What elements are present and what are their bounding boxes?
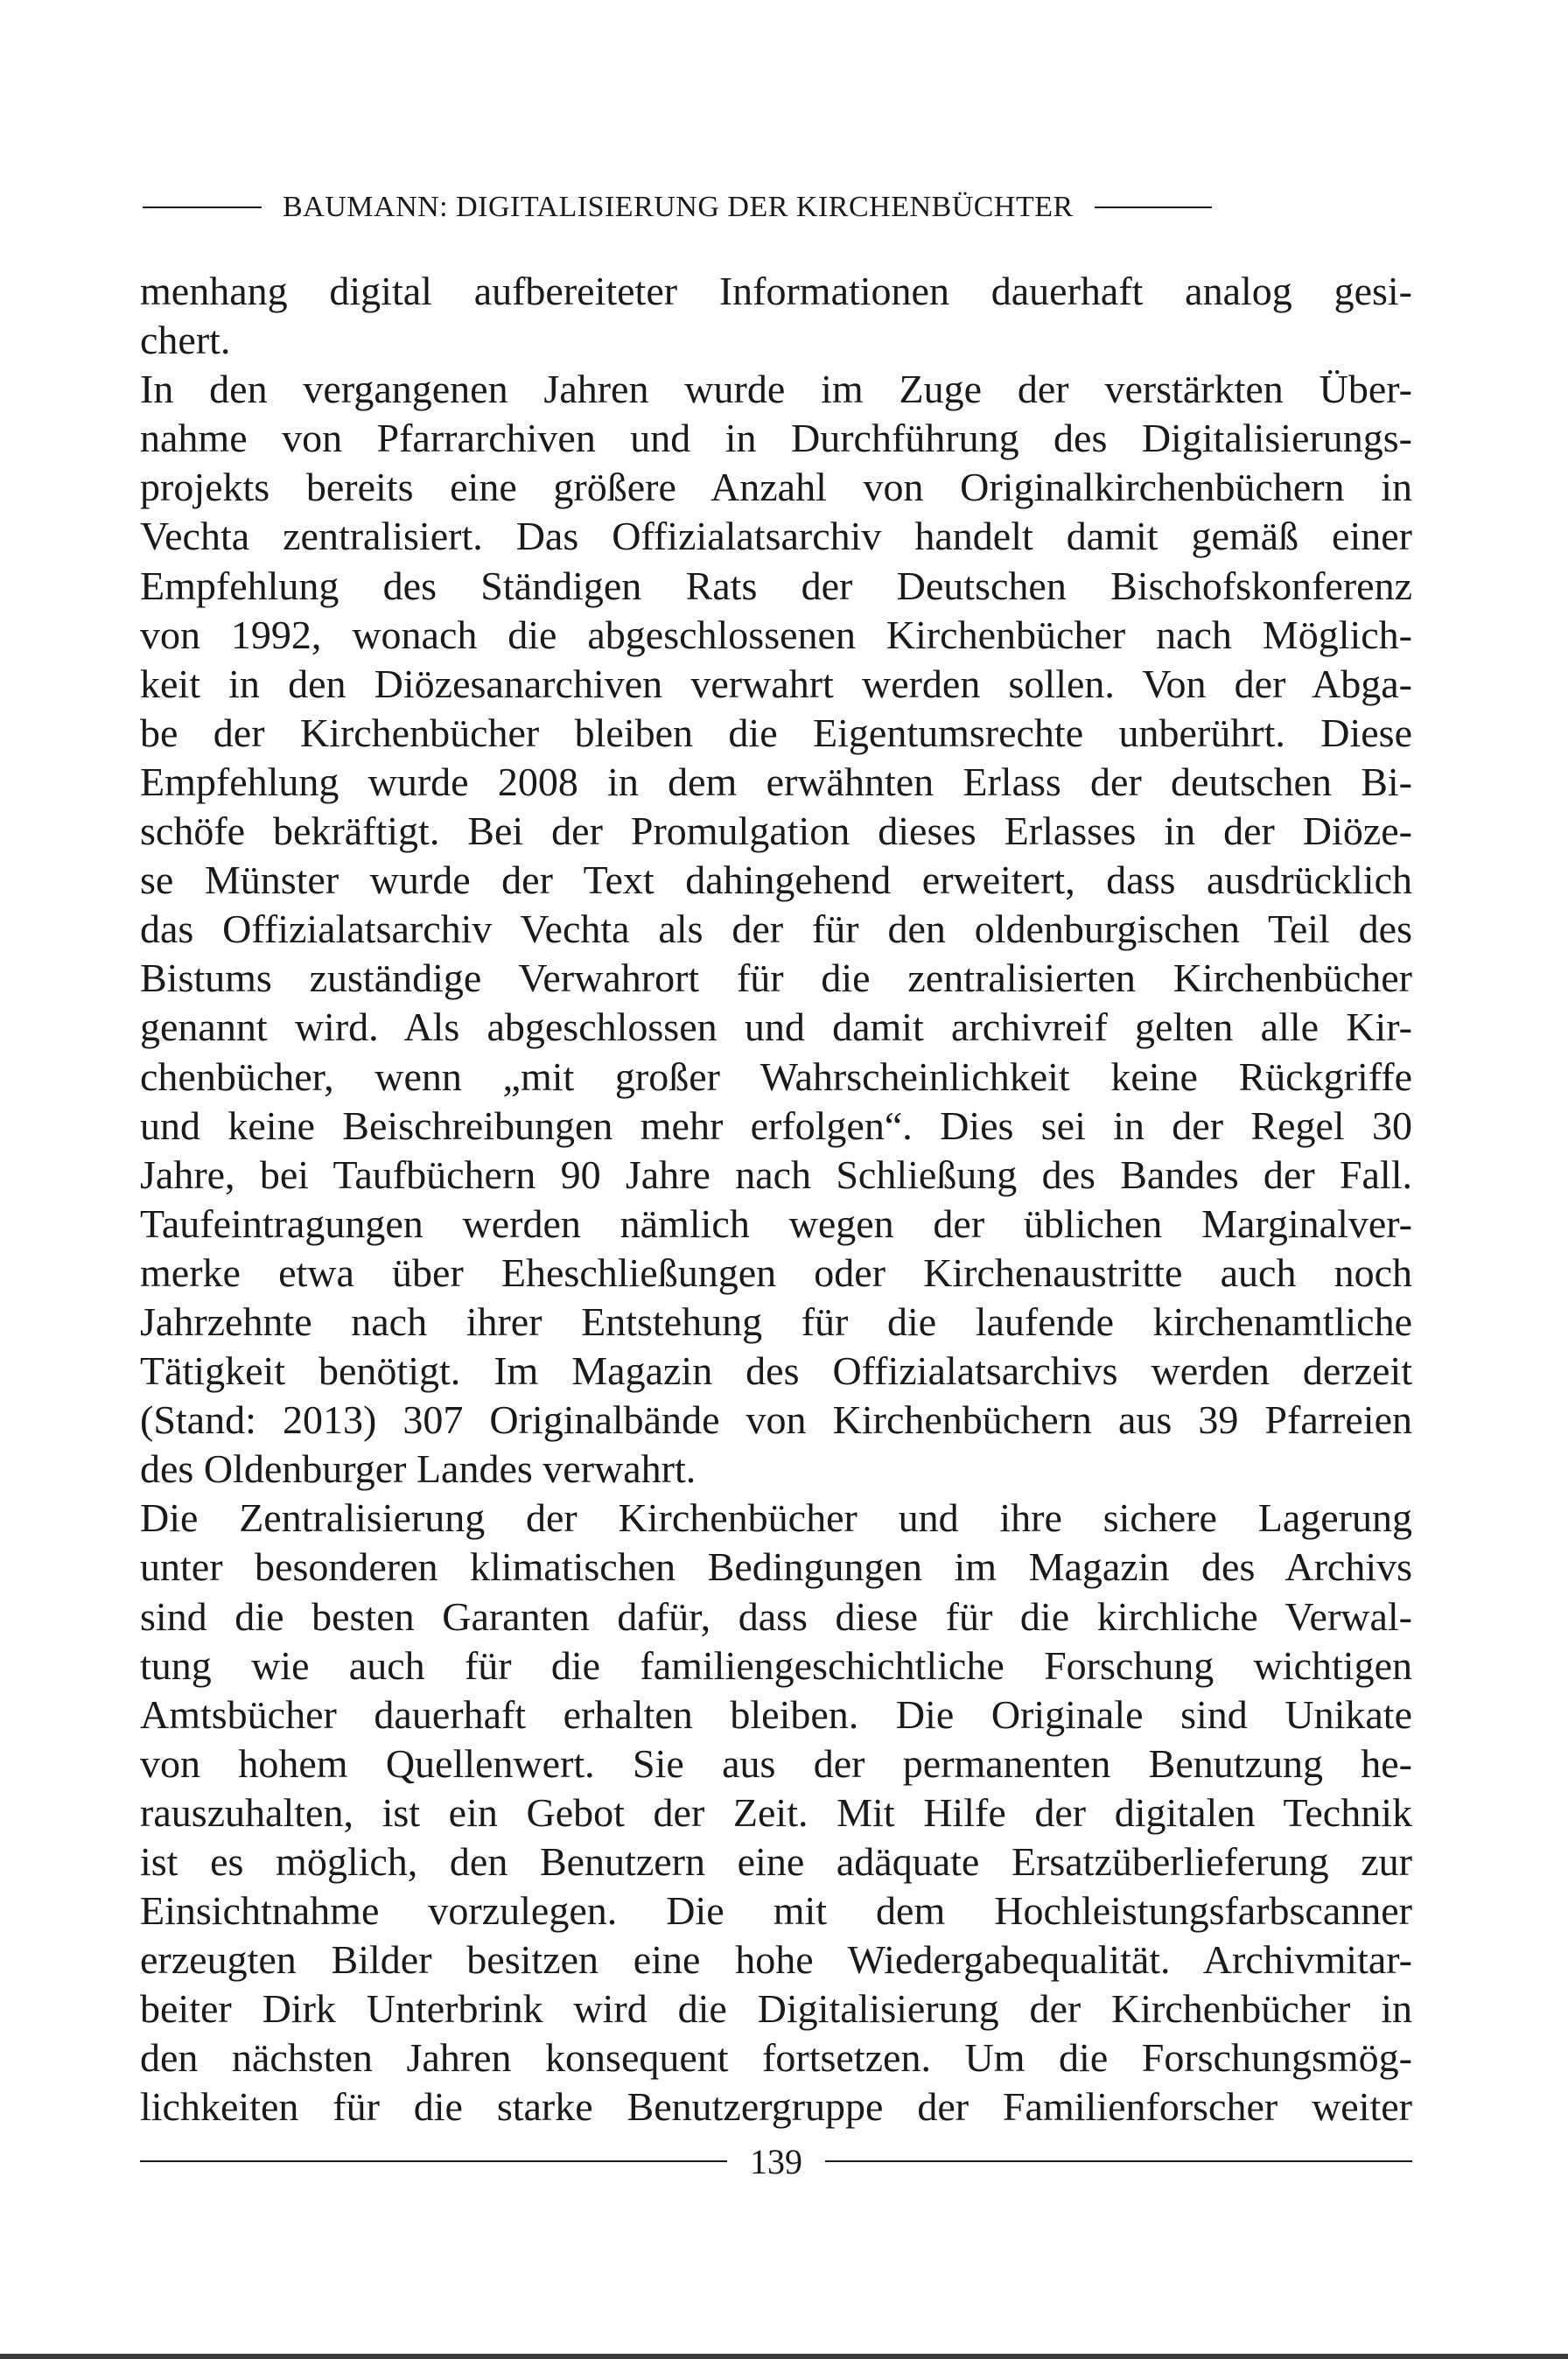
text-line: lichkeiten für die starke Benutzergruppe der Familienforscher weiter [140,2084,1412,2130]
footer-rule-right [825,2160,1412,2162]
text-line: Taufeintragungen werden nämlich wegen der üblichen Marginalver- [140,1200,1412,1246]
text-line: Vechta zentralisiert. Das Offizialatsarchiv handelt damit gemäß einer [140,514,1412,559]
text-line: genannt wird. Als abgeschlossen und damit archivreif gelten alle Kir- [140,1004,1412,1050]
text-line: Jahre, bei Taufbüchern 90 Jahre nach Schließung des Bandes der Fall. [140,1152,1412,1197]
header-rule-right [1095,206,1212,208]
text-line: sind die besten Garanten dafür, dass diese für die kirchliche Verwal- [140,1593,1412,1639]
text-line: In den vergangenen Jahren wurde im Zuge der verstärkten Über- [140,367,1412,412]
text-line: das Offizialatsarchiv Vechta als der für den oldenburgischen Teil des [140,906,1412,952]
text-line: be der Kirchenbücher bleiben die Eigentumsrechte unberührt. Diese [140,710,1412,755]
text-line: nahme von Pfarrarchiven und in Durchführung des Digitalisierungs- [140,416,1412,461]
running-title: BAUMANN: DIGITALISIERUNG DER KIRCHENBÜCHTER [283,191,1074,223]
text-line: Die Zentralisierung der Kirchenbücher und ihre sichere Lagerung [140,1495,1412,1541]
text-line: se Münster wurde der Text dahingehend erweitert, dass ausdrücklich [140,858,1412,903]
header-rule-left [143,206,262,208]
text-line: unter besonderen klimatischen Bedingungen im Magazin des Archivs [140,1544,1412,1590]
text-line: Empfehlung wurde 2008 in dem erwähnten Erlass der deutschen Bi- [140,759,1412,804]
text-line: Amtsbücher dauerhaft erhalten bleiben. Die Originale sind Unikate [140,1691,1412,1737]
text-line: den nächsten Jahren konsequent fortsetzen. Um die Forschungsmög- [140,2035,1412,2081]
text-line: des Oldenburger Landes verwahrt. [140,1446,696,1492]
text-line: rauszuhalten, ist ein Gebot der Zeit. Mit Hilfe der digitalen Technik [140,1789,1412,1835]
text-line: erzeugten Bilder besitzen eine hohe Wiedergabequalität. Archivmitar- [140,1937,1412,1983]
text-line: Empfehlung des Ständigen Rats der Deutschen Bischofskonferenz [140,563,1412,608]
text-line: schöfe bekräftigt. Bei der Promulgation dieses Erlasses in der Diöze- [140,808,1412,854]
text-line: merke etwa über Eheschließungen oder Kirchenaustritte auch noch [140,1250,1412,1295]
text-line: Bistums zuständige Verwahrort für die zentralisierten Kirchenbücher [140,956,1412,1001]
text-line: chenbücher, wenn „mit großer Wahrscheinlichkeit keine Rückgriffe [140,1054,1412,1099]
text-line: von 1992, wonach die abgeschlossenen Kirchenbücher nach Möglich- [140,612,1412,657]
text-line: menhang digital aufbereiteter Informationen dauerhaft analog gesi- [140,269,1412,313]
text-line: keit in den Diözesanarchiven verwahrt werden sollen. Von der Abga- [140,661,1412,706]
text-line: und keine Beischreibungen mehr erfolgen“. Dies sei in der Regel 30 [140,1102,1412,1148]
text-line: Jahrzehnte nach ihrer Entstehung für die laufende kirchenamtliche [140,1298,1412,1344]
text-line: von hohem Quellenwert. Sie aus der permanenten Benutzung he- [140,1740,1412,1786]
footer-rule-left [140,2160,727,2162]
page-footer [140,2137,1412,2186]
text-line: projekts bereits eine größere Anzahl von Originalkirchenbüchern in [140,465,1412,510]
text-line: chert. [140,318,231,363]
scan-edge [0,2354,1568,2359]
text-line: tung wie auch für die familiengeschichtliche Forschung wichtigen [140,1642,1412,1688]
text-line: ist es möglich, den Benutzern eine adäquate Ersatzüberlieferung zur [140,1839,1412,1884]
running-header [143,186,1412,229]
body-text [140,267,1412,2132]
text-line: (Stand: 2013) 307 Originalbände von Kirchenbüchern aus 39 Pfarreien [140,1397,1412,1443]
text-line: Einsichtnahme vorzulegen. Die mit dem Hochleistungsfarbscanner [140,1888,1412,1934]
text-line: beiter Dirk Unterbrink wird die Digitalisierung der Kirchenbücher in [140,1986,1412,2032]
page-number: 139 [750,2141,802,2181]
text-line: Tätigkeit benötigt. Im Magazin des Offizialatsarchivs werden derzeit [140,1348,1412,1394]
